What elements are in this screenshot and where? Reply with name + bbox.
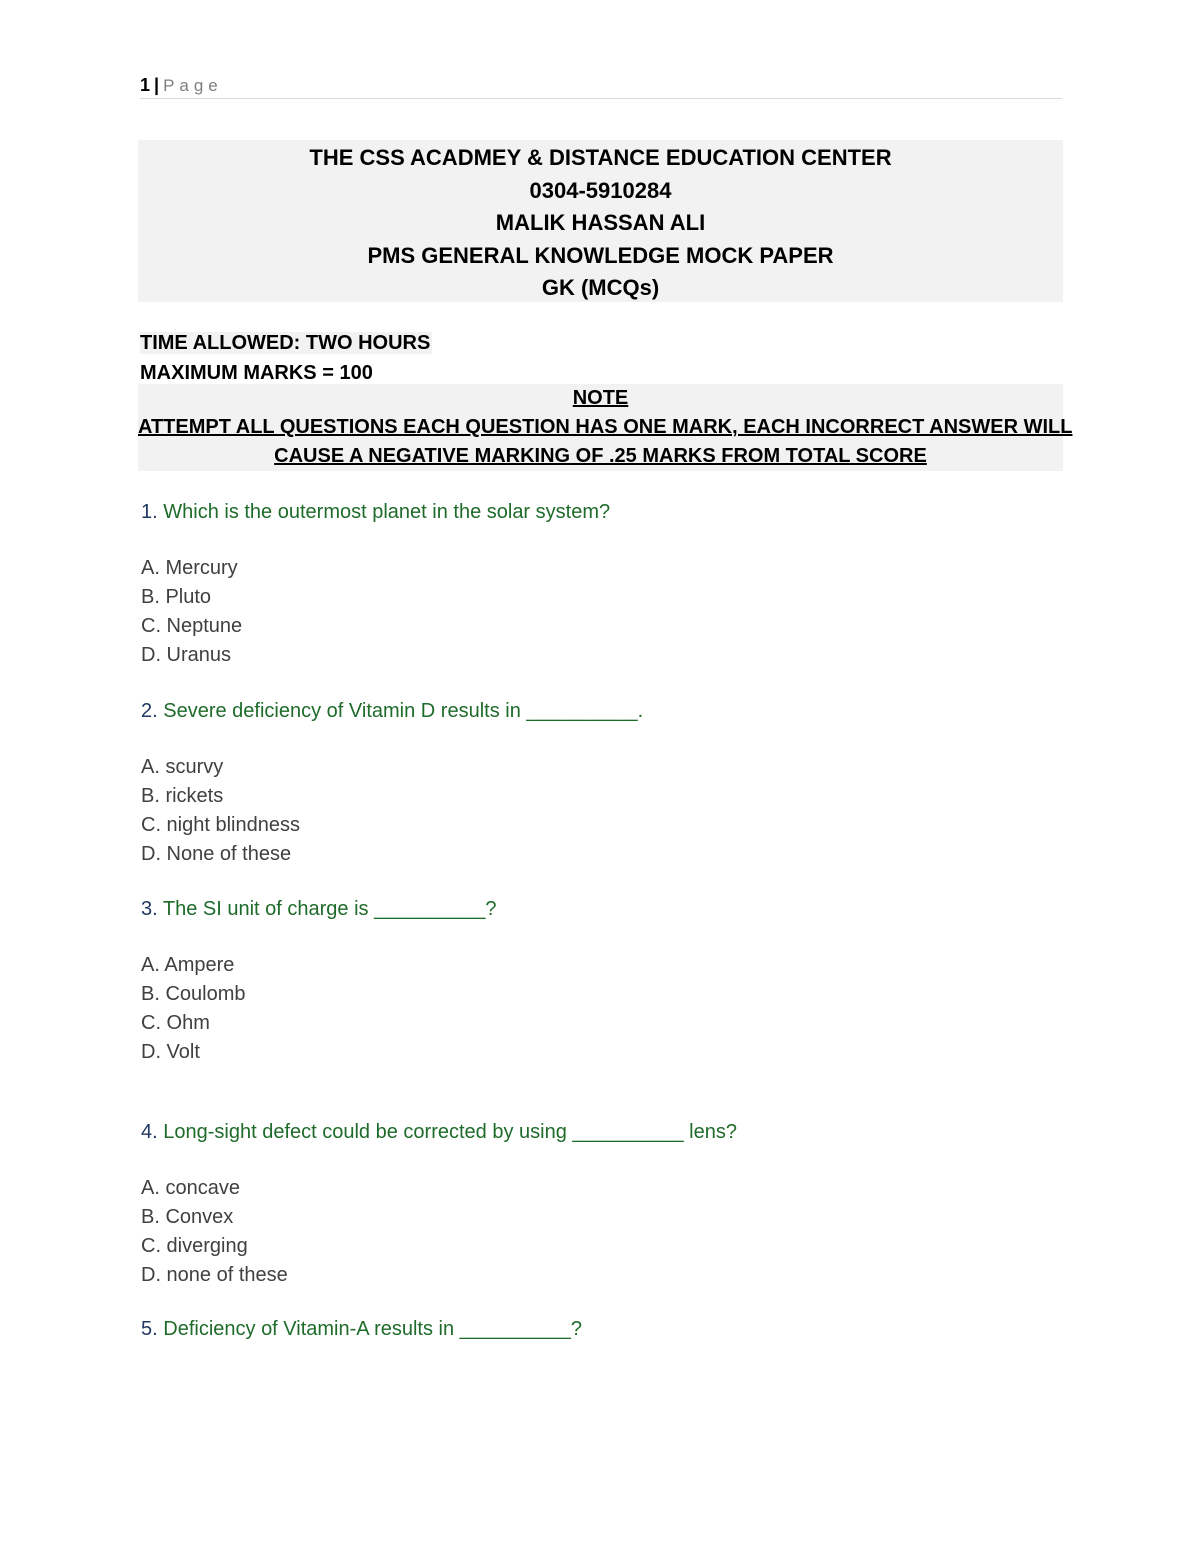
option-b: B. Pluto <box>141 586 212 608</box>
option-d: D. Volt <box>141 1041 200 1063</box>
page-number: 1 <box>140 75 151 95</box>
option-b: B. Coulomb <box>141 983 246 1005</box>
option-d: D. none of these <box>141 1264 288 1286</box>
page-word: Page <box>163 76 223 95</box>
question-number: 4. <box>141 1121 158 1143</box>
title-block <box>138 140 1063 302</box>
question-2 <box>141 697 1061 885</box>
note-block <box>138 384 1073 471</box>
question-3 <box>141 895 1061 1083</box>
question-body: The SI unit of charge is __________? <box>162 898 497 920</box>
option-list <box>141 554 1061 670</box>
question-1 <box>141 498 1061 686</box>
maximum-marks: MAXIMUM MARKS = 100 <box>140 362 373 384</box>
option-a: A. Mercury <box>141 557 238 579</box>
paper-subtitle: GK (MCQs) <box>541 275 660 300</box>
question-body: Deficiency of Vitamin-A results in __________? <box>163 1318 583 1340</box>
contact-phone: 0304-5910284 <box>529 177 672 203</box>
institution-name: THE CSS ACADMEY & DISTANCE EDUCATION CENTER <box>309 145 892 170</box>
time-allowed: TIME ALLOWED: TWO HOURS <box>140 332 431 354</box>
option-list <box>141 1174 1061 1290</box>
note-line-2: CAUSE A NEGATIVE MARKING OF .25 MARKS FROM TOTAL SCORE <box>274 445 927 467</box>
question-text <box>141 1315 1061 1343</box>
question-text <box>141 697 1061 725</box>
page-header <box>140 74 1062 99</box>
question-text <box>141 498 1061 526</box>
option-b: B. rickets <box>141 785 224 807</box>
option-d: D. None of these <box>141 843 292 865</box>
question-number: 3. <box>141 898 158 920</box>
option-a: A. concave <box>141 1177 240 1199</box>
option-c: C. Neptune <box>141 615 243 637</box>
author-name: MALIK HASSAN ALI <box>495 210 706 235</box>
question-number: 5. <box>141 1318 158 1340</box>
question-number: 1. <box>141 501 158 523</box>
option-c: C. night blindness <box>141 814 300 836</box>
question-text <box>141 895 1061 923</box>
option-list <box>141 753 1061 869</box>
question-5 <box>141 1315 1061 1343</box>
exam-meta <box>140 328 432 388</box>
question-text <box>141 1118 1061 1146</box>
option-b: B. Convex <box>141 1206 234 1228</box>
question-body: Severe deficiency of Vitamin D results in __________. <box>163 700 644 722</box>
option-c: C. Ohm <box>141 1012 210 1034</box>
note-heading: NOTE <box>572 387 629 409</box>
option-d: D. Uranus <box>141 644 232 666</box>
option-a: A. Ampere <box>141 954 235 976</box>
question-number: 2. <box>141 700 158 722</box>
note-line-1: ATTEMPT ALL QUESTIONS EACH QUESTION HAS ONE MARK, EACH INCORRECT ANSWER WILL <box>138 416 1073 438</box>
page-header-separator: | <box>154 75 160 95</box>
paper-title: PMS GENERAL KNOWLEDGE MOCK PAPER <box>367 242 834 268</box>
option-list <box>141 951 1061 1067</box>
option-a: A. scurvy <box>141 756 224 778</box>
question-body: Long-sight defect could be corrected by using __________ lens? <box>163 1121 737 1143</box>
option-c: C. diverging <box>141 1235 248 1257</box>
question-body: Which is the outermost planet in the solar system? <box>163 501 611 523</box>
question-4 <box>141 1118 1061 1306</box>
